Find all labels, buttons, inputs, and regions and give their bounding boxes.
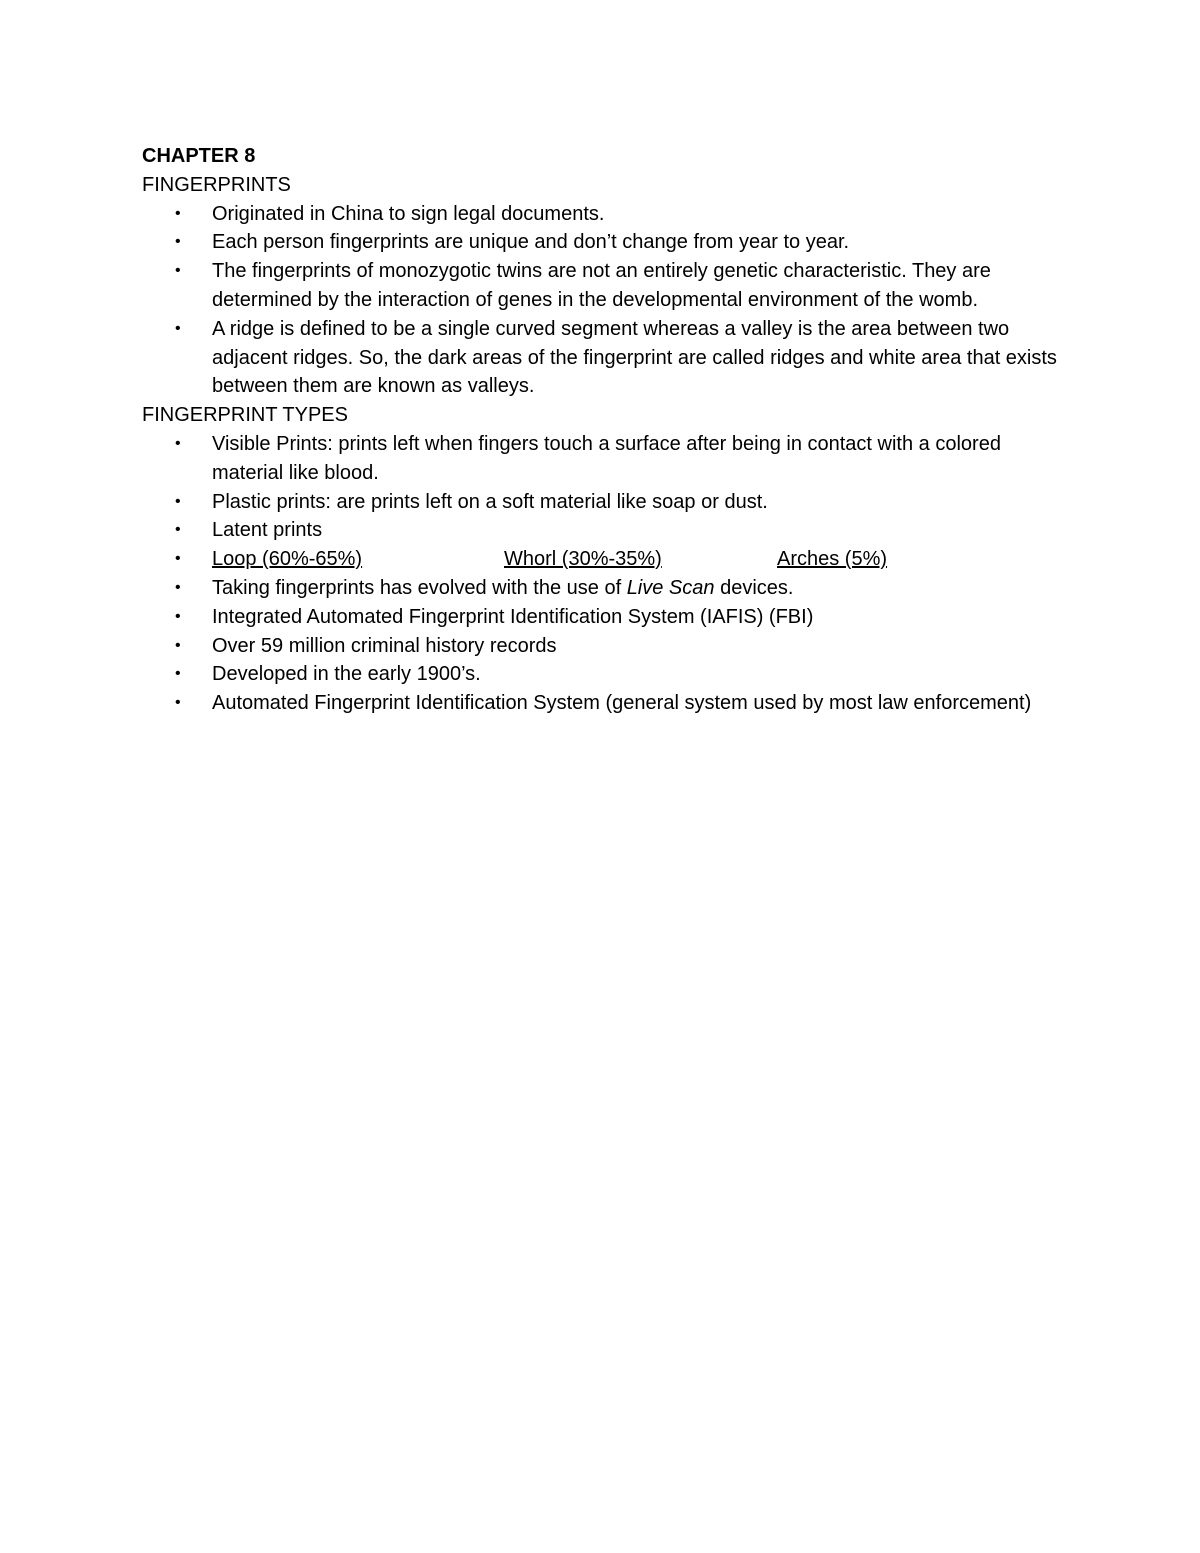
chapter-title: CHAPTER 8: [142, 145, 256, 167]
bullet-icon: •: [175, 578, 181, 596]
list-item-text: Each person fingerprints are unique and don’t change from year to year.: [212, 231, 850, 254]
section-heading-fingerprints: FINGERPRINTS: [142, 173, 291, 196]
bullet-icon: •: [175, 521, 181, 539]
list-item: [142, 430, 1072, 488]
document-body: [142, 142, 1072, 718]
list-item-text: The fingerprints of monozygotic twins are not an entirely genetic characteristic. They are determined by the interaction of genes in the developmental environment of the womb.: [212, 260, 991, 311]
type-arches: Arches (5%): [777, 548, 888, 571]
list-item: [142, 603, 1072, 632]
bullet-icon: •: [175, 636, 181, 654]
list-item: [142, 574, 1072, 603]
list-item-text: Over 59 million criminal history records: [212, 634, 557, 657]
bullet-icon: •: [175, 434, 181, 452]
list-item-text: Integrated Automated Fingerprint Identification System (IAFIS) (FBI): [212, 605, 814, 628]
bullet-icon: •: [175, 607, 181, 625]
list-item: [142, 516, 1072, 545]
bullet-icon: •: [175, 694, 181, 712]
section-heading-fingerprint-types: FINGERPRINT TYPES: [142, 404, 348, 427]
bullet-icon: •: [175, 492, 181, 510]
list-item: [142, 315, 1072, 401]
bullet-icon: •: [175, 204, 181, 222]
bullet-icon: •: [175, 665, 181, 683]
bullet-icon: •: [175, 262, 181, 280]
list-item-text: Visible Prints: prints left when fingers touch a surface after being in contact with a colored material like blood.: [212, 432, 1001, 484]
list-item-text: Latent prints: [212, 519, 323, 542]
list-item: [142, 689, 1072, 718]
live-scan-suffix: devices.: [714, 576, 794, 599]
fingerprint-types-list: [142, 430, 1072, 718]
fingerprint-types-row: [142, 545, 1072, 574]
list-item-text: Originated in China to sign legal documents.: [212, 202, 605, 225]
list-item: [142, 660, 1072, 689]
bullet-icon: •: [175, 550, 181, 568]
bullet-icon: •: [175, 319, 181, 337]
list-item: [142, 488, 1072, 517]
list-item: [142, 200, 1072, 229]
list-item-text: Developed in the early 1900’s.: [212, 663, 481, 686]
list-item: [142, 257, 1072, 315]
list-item-text: Plastic prints: are prints left on a soft material like soap or dust.: [212, 490, 768, 513]
live-scan-emphasis: Live Scan: [626, 576, 715, 599]
bullet-icon: •: [175, 233, 181, 251]
type-loop: Loop (60%-65%): [212, 548, 363, 571]
fingerprints-list: [142, 200, 1072, 402]
list-item-text: A ridge is defined to be a single curved segment whereas a valley is the area between two adjacent ridges. So, the dark areas of the fingerprint are called ridges and white area that exists between them are known as valleys.: [212, 317, 1057, 398]
list-item-text: Automated Fingerprint Identification System (general system used by most law enforcement): [212, 692, 1032, 715]
live-scan-prefix: Taking fingerprints has evolved with the use of: [212, 576, 627, 599]
list-item: [142, 632, 1072, 661]
list-item: [142, 228, 1072, 257]
type-whorl: Whorl (30%-35%): [504, 548, 662, 571]
